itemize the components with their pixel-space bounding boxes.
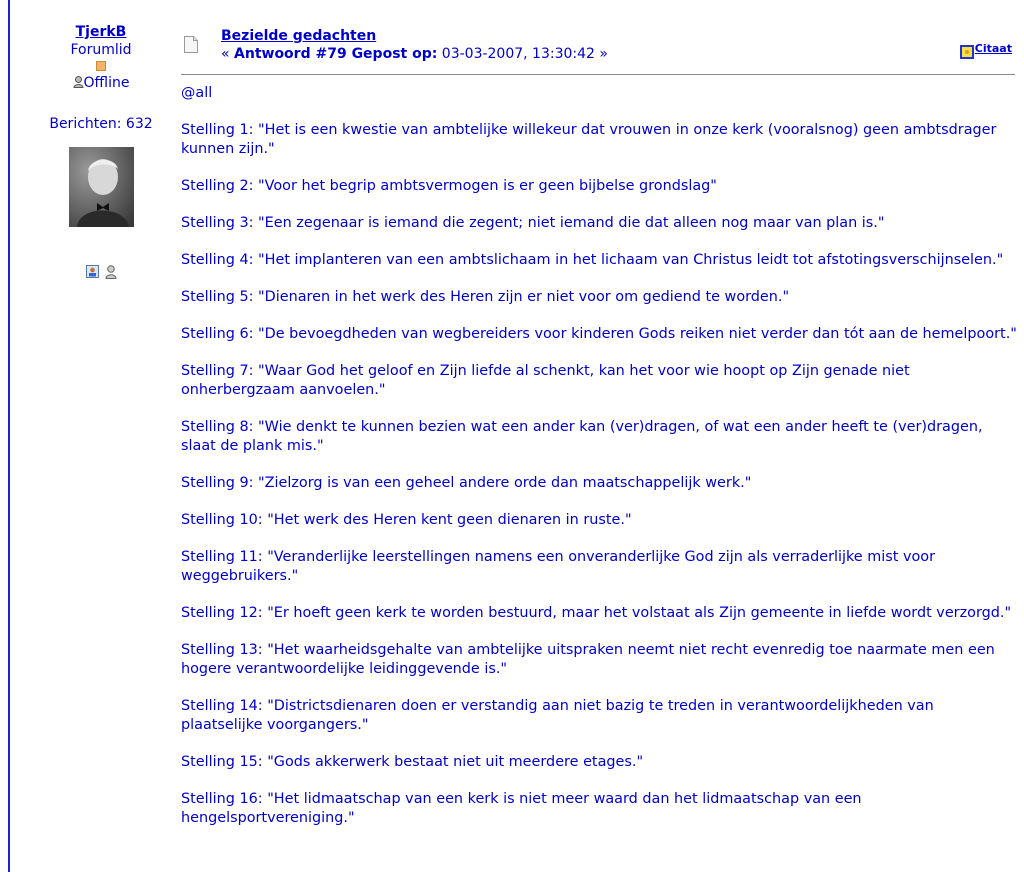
- post-paragraph: Stelling 9: "Zielzorg is van een geheel andere orde dan maatschappelijk werk.": [181, 475, 752, 491]
- post-body: [181, 84, 1017, 846]
- reply-meta: [221, 46, 608, 62]
- post-paragraph: Stelling 2: "Voor het begrip ambtsvermogen is er geen bijbelse grondslag": [181, 178, 717, 194]
- quote-icon: [960, 45, 974, 59]
- post-subject-link[interactable]: Bezielde gedachten: [221, 28, 377, 44]
- post-paragraph: Stelling 8: "Wie denkt te kunnen bezien wat een ander kan (ver)dragen, of wat een ander heeft te (ver)dragen, slaat de plank mis.": [181, 419, 983, 454]
- left-border-rule: [8, 0, 10, 872]
- online-status: [40, 74, 162, 93]
- post-paragraph: Stelling 15: "Gods akkerwerk bestaat niet uit meerdere etages.": [181, 754, 644, 770]
- post-paragraph: Stelling 10: "Het werk des Heren kent geen dienaren in ruste.": [181, 512, 632, 528]
- post-paragraph: Stelling 5: "Dienaren in het werk des Heren zijn er niet voor om gediend te worden.": [181, 289, 790, 305]
- post-greeting: @all: [181, 85, 213, 101]
- rank-star-icon: [96, 61, 106, 71]
- post-paragraph: Stelling 4: "Het implanteren van een ambtslichaam in het lichaam van Christus leidt tot afstotingsverschijnselen.": [181, 252, 1004, 268]
- offline-user-icon: [73, 75, 84, 93]
- quote-button[interactable]: [960, 42, 1012, 59]
- poster-info: [40, 24, 162, 283]
- post-paragraph: Stelling 6: "De bevoegdheden van wegbereiders voor kinderen Gods reiken niet verder dan tót aan de hemelpoort.": [181, 326, 1017, 342]
- profile-icon[interactable]: [86, 265, 99, 283]
- poster-rank: Forumlid: [70, 42, 132, 58]
- status-label: Offline: [83, 75, 130, 91]
- post-paragraph: Stelling 11: "Veranderlijke leerstellingen namens een onveranderlijke God zijn als verraderlijke mist voor weggebruikers.": [181, 549, 935, 584]
- avatar: [69, 147, 134, 227]
- post-paragraph: Stelling 14: "Districtsdienaren doen er verstandig aan niet bazig te treden in verantwoordelijkheden van plaatselijke voorgangers.": [181, 698, 934, 733]
- post-count: Berichten: 632: [49, 116, 153, 132]
- reply-number: Antwoord #79 Gepost op:: [234, 46, 438, 62]
- document-icon: [184, 36, 198, 57]
- post-header: [181, 26, 1015, 75]
- post-paragraph: Stelling 13: "Het waarheidsgehalte van ambtelijke uitspraken neemt niet recht evenredig toe naarmate men een hogere verantwoordelijke leidinggevende is.": [181, 642, 995, 677]
- quote-label: Citaat: [974, 42, 1012, 55]
- poster-name-link[interactable]: TjerkB: [75, 24, 127, 40]
- post-paragraph: Stelling 16: "Het lidmaatschap van een kerk is niet meer waard dan het lidmaatschap van een hengelsportvereniging.": [181, 791, 862, 826]
- post-date: 03-03-2007, 13:30:42 »: [437, 46, 608, 62]
- profile-icons: [40, 265, 162, 283]
- post-paragraph: Stelling 12: "Er hoeft geen kerk te worden bestuurd, maar het volstaat als Zijn gemeente in liefde wordt verzorgd.": [181, 605, 1012, 621]
- user-icon[interactable]: [105, 265, 117, 283]
- post-paragraph: Stelling 7: "Waar God het geloof en Zijn liefde al schenkt, kan het voor wie hoopt op Zijn genade niet onherbergzaam aanvoelen.": [181, 363, 910, 398]
- post-paragraph: Stelling 3: "Een zegenaar is iemand die zegent; niet iemand die dat alleen nog maar van plan is.": [181, 215, 885, 231]
- reply-meta-prefix: «: [221, 46, 235, 62]
- post-paragraph: Stelling 1: "Het is een kwestie van ambtelijke willekeur dat vrouwen in onze kerk (vooralsnog) geen ambtsdrager kunnen zijn.": [181, 122, 997, 157]
